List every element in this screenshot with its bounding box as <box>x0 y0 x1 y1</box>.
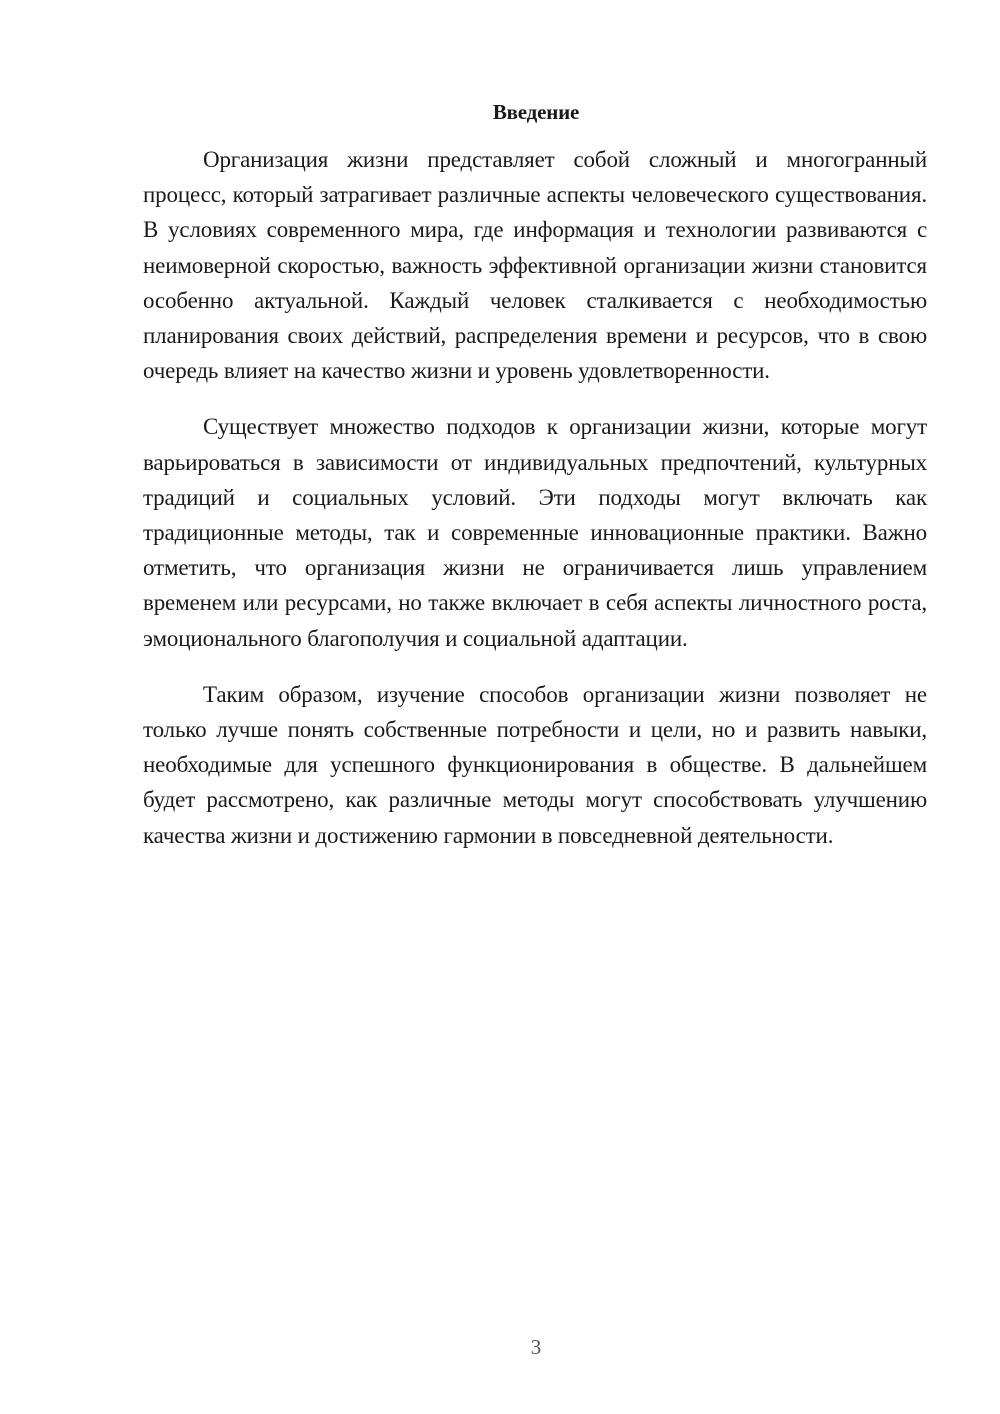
section-heading: Введение <box>492 100 580 124</box>
paragraph-1: Организация жизни представляет собой сложный и многогранный процесс, который затрагивает различные аспекты человеческого существования. В условиях современного мира, где информация и технологии развиваются с неимоверной скоростью, важность эффективной организации жизни становится особенно актуальной. Каждый человек сталкивается с необходимостью планирования своих действий, распределения времени и ресурсов, что в свою очередь влияет на качество жизни и уровень удовлетворенности. <box>143 147 927 384</box>
page-number: 3 <box>530 1335 542 1359</box>
paragraph-2: Существует множество подходов к организации жизни, которые могут варьироваться в зависимости от индивидуальных предпочтений, культурных традиций и социальных условий. Эти подходы могут включать как традиционные методы, так и современные инновационные практики. Важно отметить, что организация жизни не ограничивается лишь управлением временем или ресурсами, но также включает в себя аспекты личностного роста, эмоционального благополучия и социальной адаптации. <box>143 414 927 651</box>
body-text <box>143 142 927 853</box>
paragraph-3: Таким образом, изучение способов организации жизни позволяет не только лучше понять собственные потребности и цели, но и развить навыки, необходимые для успешного функционирования в обществе. В дальнейшем будет рассмотрено, как различные методы могут способствовать улучшению качества жизни и достижению гармонии в повседневной деятельности. <box>143 681 927 848</box>
